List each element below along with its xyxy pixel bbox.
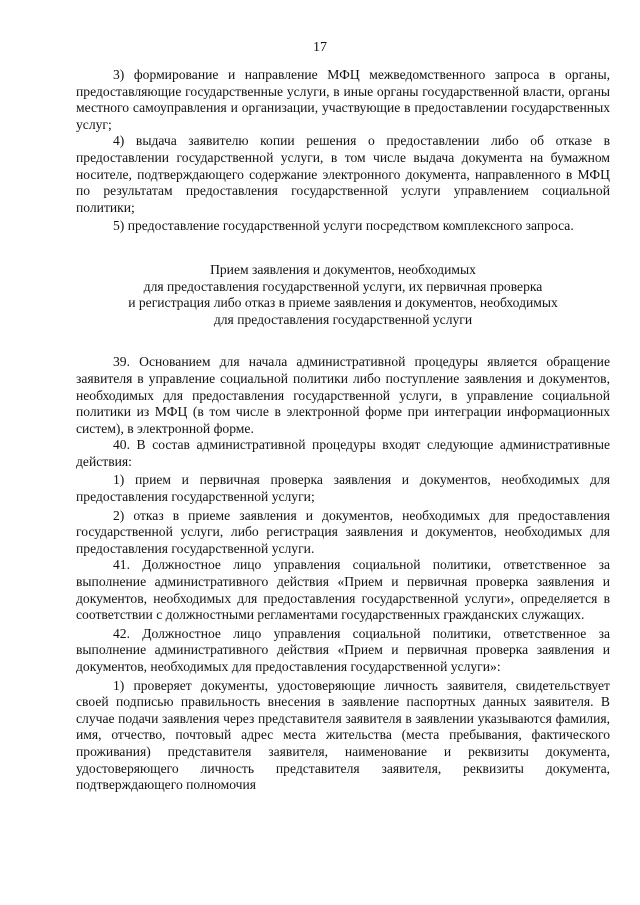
section-heading <box>76 262 610 328</box>
list-item-4: 4) выдача заявителю копии решения о предоставлении либо об отказе в предоставлении государственной услуги, в том числе выдача документа на бумажном носителе, подтверждающего содержание электронного документа, направленного в МФЦ по результатам предоставления государственной услуги управлением социальной политики; <box>76 133 610 215</box>
clause-41: 41. Должностное лицо управления социальной политики, ответственное за выполнение административного действия «Прием и первичная проверка заявления и документов, необходимых для предоставления государственной услуги», определяется в соответствии с должностными регламентами государственных гражданских служащих. <box>76 557 610 623</box>
section-heading-line: Прием заявления и документов, необходимых <box>210 261 476 277</box>
list-item-3: 3) формирование и направление МФЦ межведомственного запроса в органы, предоставляющие государственные услуги, в иные органы государственной власти, органы местного самоуправления и организации, участвующие в предоставлении государственных услуг; <box>76 67 610 132</box>
clause-39: 39. Основанием для начала административной процедуры является обращение заявителя в управление социальной политики либо поступление заявления и документов, необходимых для предоставления государственной услуги, в управление социальной политики из МФЦ (в том числе в электронной форме при интеграции информационных систем), в электронной форме. <box>76 354 610 436</box>
document-body <box>76 67 610 794</box>
list-item-5: 5) предоставление государственной услуги посредством комплексного запроса. <box>113 218 574 234</box>
page-number: 17 <box>313 40 327 55</box>
clause-40-item-2: 2) отказ в приеме заявления и документов, необходимых для предоставления государственной услуги, либо регистрация заявления и документов, необходимых для предоставления государственной услуги. <box>76 507 610 556</box>
clause-42: 42. Должностное лицо управления социальной политики, ответственное за выполнение административного действия «Прием и первичная проверка заявления и документов, необходимых для предоставления государственной услуги»: <box>76 625 610 674</box>
clause-42-item-1: 1) проверяет документы, удостоверяющие личность заявителя, свидетельствует своей подписью правильность внесения в заявление паспортных данных заявителя. В случае подачи заявления через представителя заявителя в заявлении указываются фамилия, имя, отчество, почтовый адрес места жительства (места пребывания, фактического проживания) представителя заявителя, наименование и реквизиты документа, удостоверяющего личность представителя заявителя, реквизиты документа, подтверждающего полномочия <box>76 677 610 793</box>
clause-40: 40. В состав административной процедуры входят следующие административные действия: <box>76 437 610 469</box>
clause-40-item-1: 1) прием и первичная проверка заявления и документов, необходимых для предоставления государственной услуги; <box>76 472 610 505</box>
section-heading-line: и регистрация либо отказ в приеме заявления и документов, необходимых <box>128 295 558 311</box>
section-heading-line: для предоставления государственной услуги, их первичная проверка <box>143 278 543 294</box>
section-heading-line: для предоставления государственной услуги <box>213 311 473 327</box>
